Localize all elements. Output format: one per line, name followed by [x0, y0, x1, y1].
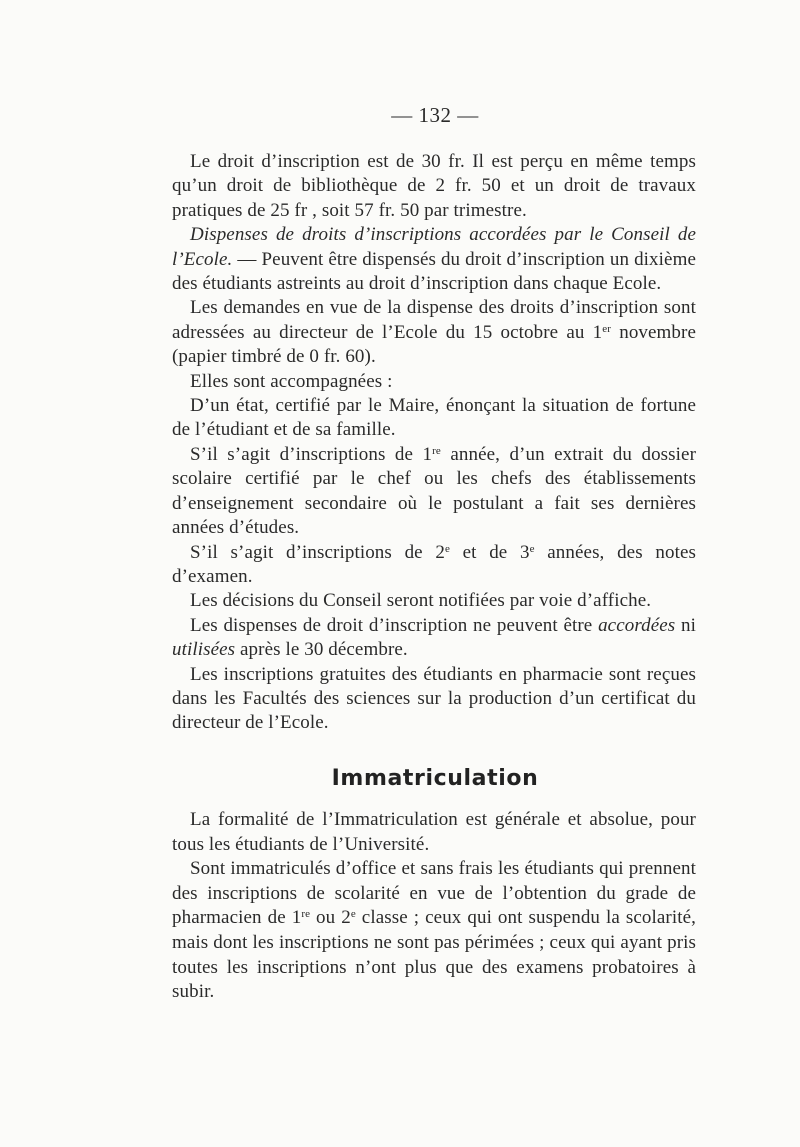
main-text-block [172, 150, 696, 736]
paragraph-text: — Peuvent être dispensés du droit d’inscription un dixième des étudiants astreints au droit d’inscription dans chaque Ecole. [172, 248, 696, 295]
paragraph-certified-statement [172, 394, 696, 443]
italic-text: utilisées [172, 639, 236, 661]
paragraph-second-third-year [172, 541, 696, 590]
paragraph-accompanied [172, 370, 696, 394]
superscript: e [529, 542, 535, 555]
paragraph-text: Elles sont accompagnées : [190, 370, 393, 392]
paragraph-text: années, des notes d’examen. [172, 541, 696, 587]
section-text-block [172, 808, 696, 1005]
paragraph-text: Les demandes en vue de la dispense des droits d’inscription sont adressées au directeur de l’Ecole du 15 octobre au 1 [172, 297, 696, 343]
paragraph-text: classe ; ceux qui ont suspendu la scolarité, mais dont les inscriptions ne sont pas périmées ; ceux qui ayant pris toutes les inscriptions n’ont plus que des examens probatoires à subir. [172, 907, 696, 1003]
paragraph-text: et de 3 [449, 541, 530, 563]
paragraph-immatriculation-general [172, 808, 696, 857]
paragraph-text: La formalité de l’Immatriculation est générale et absolue, pour tous les étudiants de l’Université. [172, 809, 696, 855]
paragraph-text: D’un état, certifié par le Maire, énonçant la situation de fortune de l’étudiant et de sa famille. [172, 395, 696, 441]
paragraph-first-year [172, 443, 696, 541]
superscript: e [350, 908, 356, 921]
paragraph-text: Sont immatriculés d’office et sans frais les étudiants qui prennent des inscriptions de scolarité en vue de l’obtention du grade de pharmacien de 1 [172, 858, 696, 929]
paragraph-text: Le droit d’inscription est de 30 fr. Il est perçu en même temps qu’un droit de bibliothèque de 2 fr. 50 et un droit de travaux pratiques de 25 fr , soit 57 fr. 50 par trimestre. [172, 151, 696, 221]
paragraph-text: année, d’un extrait du dossier scolaire certifié par le chef ou les chefs des établissements d’enseignement secondaire où le postulant a fait ses dernières années d’études. [172, 443, 696, 539]
paragraph-text: après le 30 décembre. [235, 639, 408, 661]
page-number: — 132 — [391, 103, 479, 127]
paragraph-text: Les dispenses de droit d’inscription ne peuvent être [190, 614, 599, 636]
paragraph-text: novembre (papier timbré de 0 fr. 60). [172, 321, 696, 368]
paragraph-requests [172, 296, 696, 369]
superscript: e [444, 542, 450, 555]
paragraph-decisions [172, 589, 696, 613]
superscript: re [301, 908, 311, 921]
superscript: re [432, 444, 441, 457]
paragraph-text: S’il s’agit d’inscriptions de 2 [190, 541, 445, 563]
paragraph-registration-fee [172, 150, 696, 223]
paragraph-text: Les décisions du Conseil seront notifiées par voie d’affiche. [190, 590, 652, 612]
paragraph-text: S’il s’agit d’inscriptions de 1 [190, 443, 433, 465]
italic-text: accordées [598, 614, 676, 636]
paragraph-immatriculation-office [172, 857, 696, 1005]
section-heading: Immatriculation [331, 766, 539, 791]
paragraph-text: Les inscriptions gratuites des étudiants en pharmacie sont reçues dans les Facultés des sciences sur la production d’un certificat du directeur de l’Ecole. [172, 663, 696, 734]
paragraph-free-registration [172, 663, 696, 736]
paragraph-text: ou 2 [310, 907, 351, 929]
paragraph-fee-exemption [172, 223, 696, 296]
superscript: er [602, 322, 612, 335]
exemption-heading: Dispenses de droits d’inscriptions accordées par le Conseil de l’Ecole. [172, 224, 696, 270]
paragraph-deadline [172, 614, 696, 663]
paragraph-text: ni [675, 614, 696, 636]
